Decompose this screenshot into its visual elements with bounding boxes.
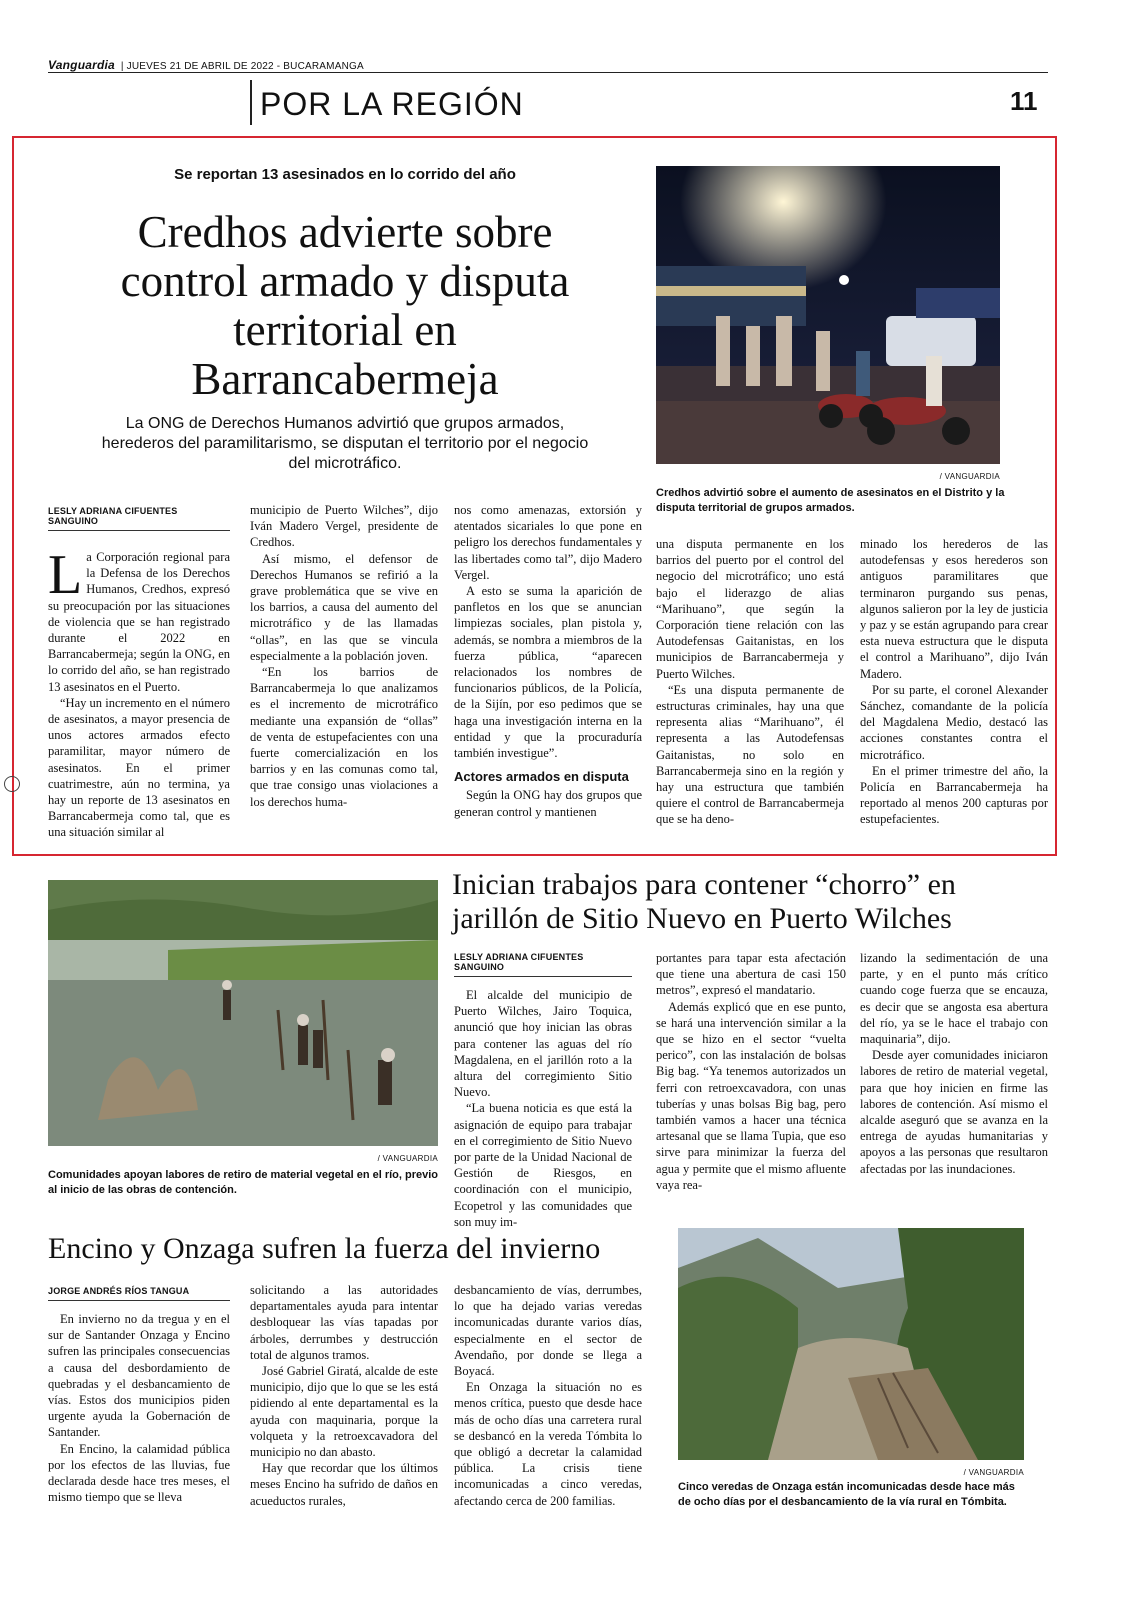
story2-byline: LESLY ADRIANA CIFUENTES SANGUINO: [454, 952, 632, 977]
story3-paragraph: desbancamiento de vías, derrumbes, lo que ha dejado varias veredas incomunicadas durante varios días, especialmente en el sector de Avendaño, por donde se llega a Boyacá.: [454, 1283, 642, 1379]
story3-photo: [678, 1228, 1024, 1460]
story1-dropcap: L: [48, 544, 83, 606]
story1-paragraph: A esto se suma la aparición de panfletos en los que se anuncian limpiezas sociales, plan pistola y, además, se nombra a miembros de la fuerza pública, “aparecen relacionados los nombres de funcionarios públicos, de la Policía, de la Sijín, por eso pedimos que se haga una investigación interna en la entidad y que la procuraduría también investigue”.: [454, 584, 642, 761]
story2-caption: Comunidades apoyan labores de retiro de material vegetal en el río, previo al inicio de las obras de contención.: [48, 1169, 439, 1196]
story3-paragraph: En Onzaga la situación no es menos crítica, puesto que desde hace más de ocho días una carretera rural se desbancó en la vereda Tómbita lo que obligó a decretar la calamidad pública. La crisis tiene incomunicadas a cinco veredas, afectando cerca de 200 familias.: [454, 1380, 642, 1508]
story3-paragraph: En Encino, la calamidad pública por los efectos de las lluvias, fue declarada desde hace tres meses, el mismo tiempo que se lleva: [48, 1441, 230, 1505]
page-number: 11: [1010, 86, 1038, 116]
story2-paragraph: “La buena noticia es que está la asignación de equipo para trabajar en el corregimiento de Sitio Nuevo por parte de la Unidad Nacional de Gestión de Riesgos, en coordinación con el municipio, Ecopetrol y las comunidades que son muy im-: [454, 1101, 632, 1229]
story2-paragraph: Además explicó que en ese punto, se hará una intervención similar a la que se hizo en el sector “vuelta perico”, con las instalación de bolsas Big bag. “Ya tenemos autorizados un ferri con retroexcavadora, con unas tuberías y unas bolsas Big bag, pero también vamos a hacer una técnica artesanal que se llama Tupia, que eso sirve para minimizar la fuerza del agua y permite que el mismo afluente vaya rea-: [656, 999, 846, 1192]
registration-mark: [4, 776, 20, 792]
story1-paragraph: municipio de Puerto Wilches”, dijo Iván Madero Vergel, presidente de Credhos.: [250, 503, 438, 550]
story1-photo-credit: / VANGUARDIA: [939, 472, 1000, 481]
story2-paragraph: lizando la sedimentación de una parte, y en el punto más crítico cuando coge fuerza que se encauza, es decir que se angosta esa abertura del río, ya se le hace el trabajo con maquinaria”, dijo.: [860, 951, 1048, 1047]
masthead-date: | JUEVES 21 DE ABRIL DE 2022 - BUCARAMANGA: [120, 61, 364, 72]
story3-column-2: [250, 1282, 438, 1509]
section-divider: [250, 80, 252, 125]
story1-headline: Credhos advierte sobre control armado y disputa territorial en Barrancabermeja: [120, 207, 570, 404]
story1-byline: LESLY ADRIANA CIFUENTES SANGUINO: [48, 506, 230, 531]
story2-headline: Inician trabajos para contener “chorro” en jarillón de Sitio Nuevo en Puerto Wilches: [452, 868, 956, 935]
story3-headline: Encino y Onzaga sufren la fuerza del invierno: [48, 1232, 601, 1265]
story3-paragraph: Hay que recordar que los últimos meses Encino ha sufrido de daños en acueductos rurales,: [250, 1461, 438, 1508]
story1-photo: [656, 166, 1000, 464]
masthead: [48, 58, 1048, 72]
story1-deck: La ONG de Derechos Humanos advirtió que grupos armados, herederos del paramilitarismo, se disputan el territorio por el negocio del microtráfico.: [101, 415, 589, 472]
masthead-rule: [48, 72, 1048, 73]
story1-column-5: [860, 536, 1048, 828]
story2-photo-credit: / VANGUARDIA: [377, 1154, 438, 1163]
story1-paragraph: Así mismo, el defensor de Derechos Humanos se refirió a la grave problemática que se vive en los barrios, a causa del aumento del microtráfico y de las llamadas “ollas”, en las que se vincula especialmente a la población joven.: [250, 551, 438, 663]
story1-paragraph: nos como amenazas, extorsión y atentados sicariales lo que pone en peligro los derechos fundamentales y las libertades como tal”, dijo Madero Vergel.: [454, 503, 642, 582]
story2-column-2: [656, 950, 846, 1193]
story1-paragraph: “Hay un incremento en el número de asesinatos, a mayor presencia de unos actores armados efecto paramilitar, mayor número de asesinatos. En el primer cuatrimestre, aún no termina, ya hay un reporte de 13 asesinatos en Barrancabermeja como tal, que es una situación similar al: [48, 695, 230, 840]
story1-column-4: [656, 536, 844, 828]
story3-paragraph: En invierno no da tregua y en el sur de Santander Onzaga y Encino sufren las principales consecuencias a causa del desbordamiento de quebradas y el desbancamiento de vías. Estos dos municipios piden urgente ayuda la Gobernación de Santander.: [48, 1312, 230, 1440]
story1-paragraph: “En los barrios de Barrancabermeja lo que analizamos es el incremento de microtráfico mediante una expansión de “ollas” de venta de estupefacientes con una fuerte comercialización en los barrios y en las comunas como tal, que trae consigo unas violaciones a los derechos huma-: [250, 665, 438, 809]
river-workers-image: [48, 880, 438, 1146]
story3-column-3: [454, 1282, 642, 1509]
story3-column-1: [48, 1286, 230, 1505]
story1-paragraph: minado los herederos de las autodefensas y esos herederos son antiguos paramilitares que terminaron purgando sus penas, algunos salieron por la ley de justicia y paz y se están agrupando para crear esta nueva estructura que le disputa el control a Marihuano”, dijo Iván Madero.: [860, 537, 1048, 681]
story2-photo: [48, 880, 438, 1146]
story1-paragraph: En el primer trimestre del año, la Policía en Barrancabermeja ha reportado al menos 200 capturas por estupefacientes.: [860, 763, 1048, 827]
story2-paragraph: Desde ayer comunidades iniciaron labores de retiro de material vegetal, para que hoy inicien en firme las labores de contención. Así mismo el alcalde aseguró que se avanza en la entrega de ayudas humanitarias y apoyos a las personas que resultaron afectadas por las inundaciones.: [860, 1048, 1048, 1176]
story3-byline: JORGE ANDRÉS RÍOS TANGUA: [48, 1286, 230, 1301]
story3-paragraph: José Gabriel Giratá, alcalde de este municipio, dijo que lo que se les está pidiendo al ente departamental es la ayuda con maquinaria, porque la volqueta y la retroexcavadora del municipio no dan abasto.: [250, 1364, 438, 1460]
story1-paragraph: Por su parte, el coronel Alexander Sánchez, comandante de la policía del Magdalena Medio, destacó las acciones constantes contra el microtráfico.: [860, 682, 1048, 762]
story2-paragraph: portantes para tapar esta afectación que tiene una abertura de casi 150 metros”, expresó el mandatario.: [656, 951, 846, 998]
story2-column-1: [454, 952, 632, 1230]
masthead-brand: Vanguardia: [48, 58, 115, 72]
damaged-rural-road-image: [678, 1228, 1024, 1460]
story2-paragraph: El alcalde del municipio de Puerto Wilches, Jairo Toquica, anunció que hoy inician las obras para contener las aguas del río Magdalena, en el jarillón roto a la altura del corregimiento Sitio Nuevo.: [454, 988, 632, 1100]
night-street-scene-image: [656, 166, 1000, 464]
story1-paragraph: una disputa permanente en los barrios del puerto por el control del negocio del microtráfico; uno está bajo el liderazgo de alias “Marihuano”, que según la Corporación tiene relación con las Autodefensas Gaitanistas, en los municipios de Barrancabermeja y Puerto Wilches.: [656, 537, 844, 681]
story1-column-3: [454, 502, 642, 820]
story3-paragraph: solicitando a las autoridades departamentales ayuda para intentar desbloquear las vías tapadas por árboles, derrumbes y destrucción total de algunos tramos.: [250, 1283, 438, 1362]
story2-column-3: [860, 950, 1048, 1177]
story1-subhead: Actores armados en disputa: [454, 769, 629, 785]
story3-caption: Cinco veredas de Onzaga están incomunicadas desde hace más de ocho días por el desbancamiento de la vía rural en Tómbita.: [678, 1481, 1015, 1508]
story1-column-1: [48, 506, 230, 841]
story1-paragraph: La Corporación regional para la Defensa de los Derechos Humanos, Credhos, expresó su preocupación por las situaciones de violencia que se han registrado durante el 2022 en Barrancabermeja; según la ONG, en lo corrido del año, se han registrado 13 asesinatos en el Puerto.: [48, 544, 230, 694]
story1-column-2: [250, 502, 438, 810]
story1-paragraph: Según la ONG hay dos grupos que generan control y mantienen: [454, 788, 642, 819]
story1-caption: Credhos advirtió sobre el aumento de asesinatos en el Distrito y la disputa territorial de grupos armados.: [656, 487, 1005, 514]
story3-photo-credit: / VANGUARDIA: [963, 1468, 1024, 1477]
story1-paragraph: “Es una disputa permanente de estructuras criminales, hay una que representa alias “Marihuano”, él representa a las Autodefensas Gaitanistas, no solo en Barrancabermeja sino en la región y hay una estructura que también quiere el control de Barrancabermeja que se ha deno-: [656, 682, 844, 827]
section-title: POR LA REGIÓN: [260, 86, 524, 122]
story1-kicker: Se reportan 13 asesinados en lo corrido del año: [174, 166, 516, 183]
